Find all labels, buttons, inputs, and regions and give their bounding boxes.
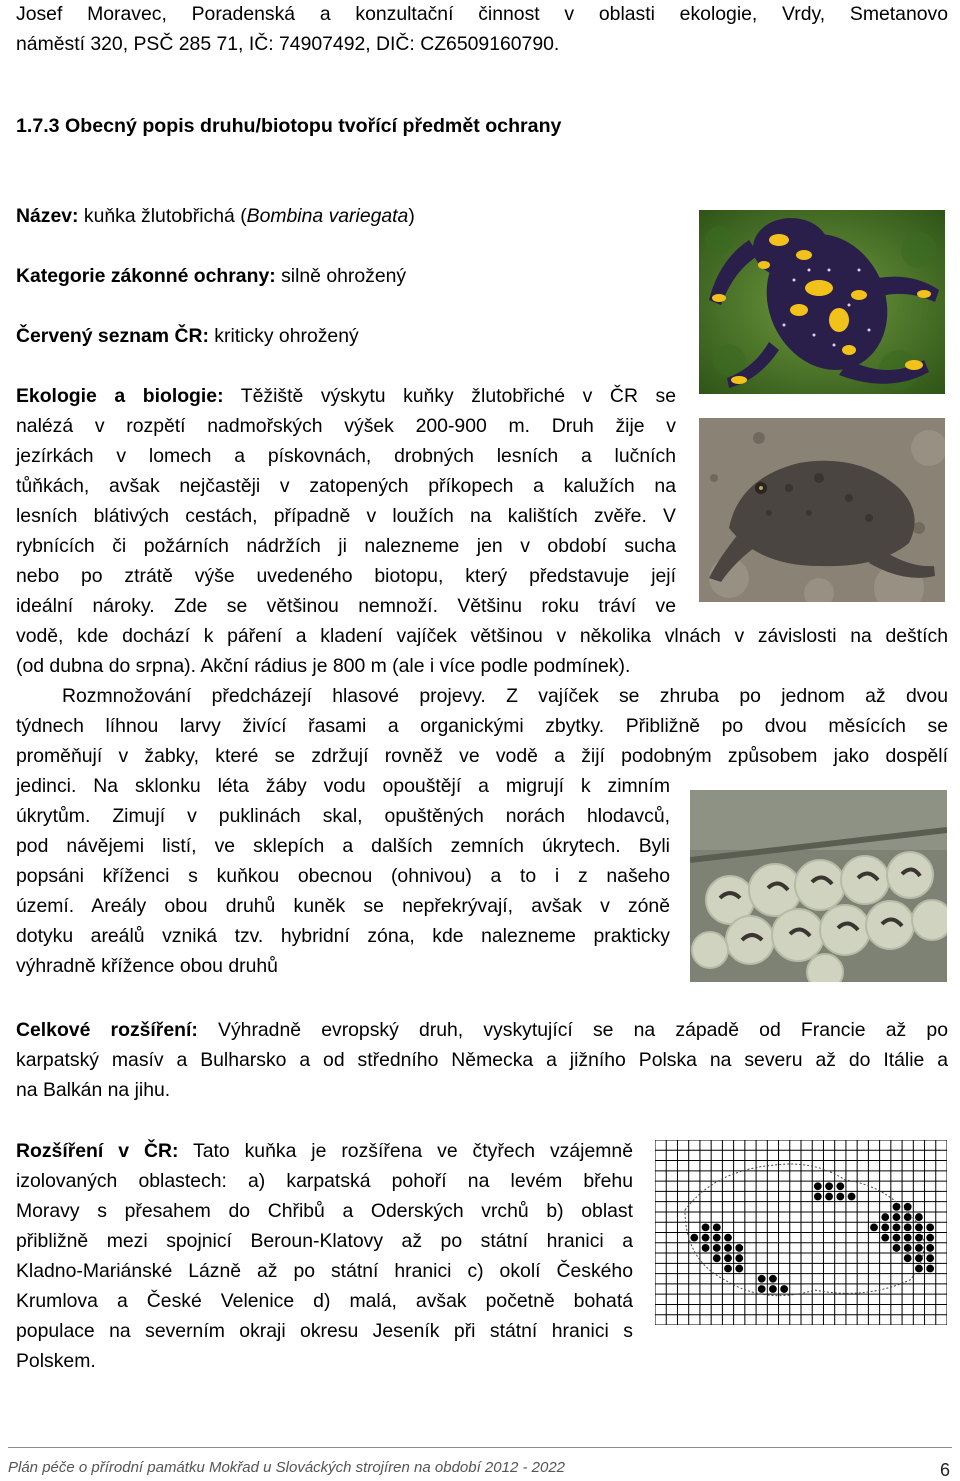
frog-ground-image [699, 418, 945, 602]
occurrence-dot [713, 1223, 721, 1231]
occurrence-dot [881, 1213, 889, 1221]
frog-belly-image [699, 210, 945, 394]
occurrence-dot [735, 1265, 743, 1273]
occurrence-dot [870, 1223, 878, 1231]
occurrence-dot [904, 1244, 912, 1252]
redlist-value: kriticky ohrožený [208, 325, 359, 347]
occurrence-dot [893, 1234, 901, 1242]
occurrence-dot [904, 1223, 912, 1231]
occurrence-dot [780, 1285, 788, 1293]
occurrence-dot [724, 1265, 732, 1273]
occurrence-dot [836, 1182, 844, 1190]
cz-distribution [16, 1136, 633, 1376]
occurrence-dot [926, 1244, 934, 1252]
reproduction-line-6: pod návějemi listí, ve sklepích a dalších zemních úkrytech. Byli [16, 835, 670, 857]
occurrence-dot [915, 1234, 923, 1242]
ecology-line-1: Ekologie a biologie: Těžiště výskytu kuňky žlutobřiché v ČR se [16, 385, 676, 407]
occurrence-dot [825, 1193, 833, 1201]
reproduction-line-8: území. Areály obou druhů kuněk se nepřekrývají, avšak v zóně [16, 895, 670, 917]
category-value: silně ohrožený [275, 265, 407, 287]
reproduction-line-2: týdnech líhnou larvy živící řasami a organickými zbytky. Přibližně po dvou měsících se [16, 715, 948, 737]
occurrence-dot [690, 1234, 698, 1242]
occurrence-dot [724, 1244, 732, 1252]
header-author [16, 0, 948, 59]
ecology-line-8: ideální nároky. Zde se většinou nemnoží. Většinu roku tráví ve [16, 595, 676, 617]
reproduction-line-1: Rozmnožování předcházejí hlasové projevy. Z vajíček se zhruba po jednom až dvou [62, 685, 948, 707]
ecology-line-4: tůňkách, avšak nejčastěji v zatopených příkopech a kalužích na [16, 475, 676, 497]
occurrence-dot [836, 1193, 844, 1201]
header-line-1: Josef Moravec, Poradenská a konzultační činnost v oblasti ekologie, Vrdy, Smetanovo [16, 3, 948, 25]
eggs-image [690, 790, 947, 982]
occurrence-dot [735, 1254, 743, 1262]
cz-line-5: Kladno-Mariánské Lázně až po státní hranici c) okolí Českého [16, 1260, 633, 1282]
ecology-label: Ekologie a biologie: [16, 385, 224, 407]
name-common: kuňka žlutobřichá ( [78, 205, 247, 227]
occurrence-dot [702, 1234, 710, 1242]
occurrence-dot [713, 1244, 721, 1252]
cz-line-1: Rozšíření v ČR: Tato kuňka je rozšířena ve čtyřech vzájemně [16, 1140, 633, 1162]
reproduction-line-7: popsáni kříženci s kuňkou obecnou (ohnivou) a to i z našeho [16, 865, 670, 887]
occurrence-dot [825, 1182, 833, 1190]
distribution-map [655, 1140, 947, 1325]
ecology-line-5: lesních blátivých cestách, případně v loužích na kalištích zvěře. V [16, 505, 676, 527]
reproduction-line-10: výhradně křížence obou druhů [16, 955, 278, 977]
occurrence-dot [881, 1223, 889, 1231]
occurrence-dot [758, 1285, 766, 1293]
footer-rule [8, 1447, 952, 1448]
occurrence-dot [735, 1244, 743, 1252]
occurrence-dot [915, 1254, 923, 1262]
ecology-line-7: nebo po ztrátě výše uvedeného biotopu, který představuje její [16, 565, 676, 587]
occurrence-dot [881, 1234, 889, 1242]
ecology-paragraph [16, 381, 676, 621]
distribution-line-1: Celkové rozšíření: Výhradně evropský druh, vyskytující se na západě od Francie až po [16, 1019, 948, 1041]
ecology-line-10: (od dubna do srpna). Akční rádius je 800 m (ale i více podle podmínek). [16, 655, 631, 677]
distribution-grid-map [655, 1140, 947, 1325]
distribution-label: Celkové rozšíření: [16, 1019, 198, 1041]
occurrence-dot [915, 1213, 923, 1221]
redlist-label: Červený seznam ČR: [16, 325, 209, 347]
ecology-line-2: nalézá v rozpětí nadmořských výšek 200-900 m. Druh žije v [16, 415, 676, 437]
occurrence-dot [915, 1223, 923, 1231]
occurrence-dot [713, 1254, 721, 1262]
name-close: ) [408, 205, 415, 227]
name-label: Název: [16, 205, 79, 227]
category-label: Kategorie zákonné ochrany: [16, 265, 276, 287]
occurrence-dot [724, 1254, 732, 1262]
occurrence-dot [904, 1254, 912, 1262]
occurrence-dot [893, 1244, 901, 1252]
ecology-line-9: vodě, kde dochází k páření a kladení vajíček většinou v několika vlnách v závislosti na deštích [16, 625, 948, 647]
cz-line-7: populace na severním okraji okresu Jeseník při státní hranici s [16, 1320, 633, 1342]
overall-distribution [16, 1015, 948, 1105]
occurrence-dot [758, 1275, 766, 1283]
reproduction-paragraph [16, 681, 948, 771]
cz-line-3: Moravy s přesahem do Chřibů a Oderských vrchů b) oblast [16, 1200, 633, 1222]
reproduction-line-5: úkrytům. Zimují v puklinách skal, opuštěných norách hlodavců, [16, 805, 670, 827]
page-number: 6 [939, 1460, 950, 1480]
cz-line-8: Polskem. [16, 1350, 96, 1372]
occurrence-dot [814, 1182, 822, 1190]
ecology-paragraph-wide [16, 621, 948, 681]
ecology-line-3: jezírkách v lomech a pískovnách, drobných lesních a lučních [16, 445, 676, 467]
occurrence-dot [893, 1213, 901, 1221]
name-latin: Bombina variegata [246, 205, 409, 227]
distribution-line-2: karpatský masív a Bulharsko a od středního Německa a jižního Polska na severu až do Itálie a [16, 1049, 948, 1071]
occurrence-dot [893, 1223, 901, 1231]
occurrence-dot [926, 1265, 934, 1273]
occurrence-dot [904, 1213, 912, 1221]
red-list [16, 321, 676, 351]
occurrence-dot [848, 1193, 856, 1201]
header-line-2: náměstí 320, PSČ 285 71, IČ: 74907492, DIČ: CZ6509160790. [16, 33, 560, 55]
species-name [16, 201, 676, 231]
ecology-line-6: rybnících či požárních nádržích ji nalezneme jen v období sucha [16, 535, 676, 557]
cz-line-2: izolovaných oblastech: a) karpatská pohoří na levém břehu [16, 1170, 633, 1192]
occurrence-dot [904, 1203, 912, 1211]
footer-text: Plán péče o přírodní památku Mokřad u Slováckých strojíren na období 2012 - 2022 [8, 1459, 565, 1476]
occurrence-dot [904, 1234, 912, 1242]
reproduction-line-4: jedinci. Na sklonku léta žáby vodu opouštějí a migrují k zimním [16, 775, 670, 797]
cz-line-6: Krumlova a České Velenice d) malá, avšak početně bohatá [16, 1290, 633, 1312]
distribution-line-3: na Balkán na jihu. [16, 1079, 171, 1101]
reproduction-paragraph-narrow [16, 771, 670, 981]
occurrence-dot [926, 1254, 934, 1262]
eggs-photo [690, 790, 947, 982]
occurrence-dot [769, 1275, 777, 1283]
occurrence-dot [814, 1193, 822, 1201]
frog-ground-photo [699, 418, 945, 602]
section-heading: 1.7.3 Obecný popis druhu/biotopu tvořící předmět ochrany [16, 115, 562, 137]
cz-label: Rozšíření v ČR: [16, 1140, 179, 1162]
protection-category [16, 261, 676, 291]
reproduction-line-9: dotyku areálů vzniká tzv. hybridní zóna, kde nalezneme prakticky [16, 925, 670, 947]
occurrence-dot [713, 1234, 721, 1242]
frog-belly-photo [699, 210, 945, 394]
occurrence-dot [915, 1244, 923, 1252]
occurrence-dot [769, 1285, 777, 1293]
occurrence-dot [702, 1244, 710, 1252]
cz-line-4: přibližně mezi spojnicí Beroun-Klatovy až po státní hranici a [16, 1230, 633, 1252]
occurrence-dot [926, 1223, 934, 1231]
occurrence-dot [926, 1234, 934, 1242]
occurrence-dot [724, 1234, 732, 1242]
reproduction-line-3: proměňují v žabky, které se zdržují rovněž ve vodě a žijí podobným způsobem jako dospělí [16, 745, 948, 767]
occurrence-dot [702, 1223, 710, 1231]
occurrence-dot [893, 1203, 901, 1211]
occurrence-dot [915, 1265, 923, 1273]
